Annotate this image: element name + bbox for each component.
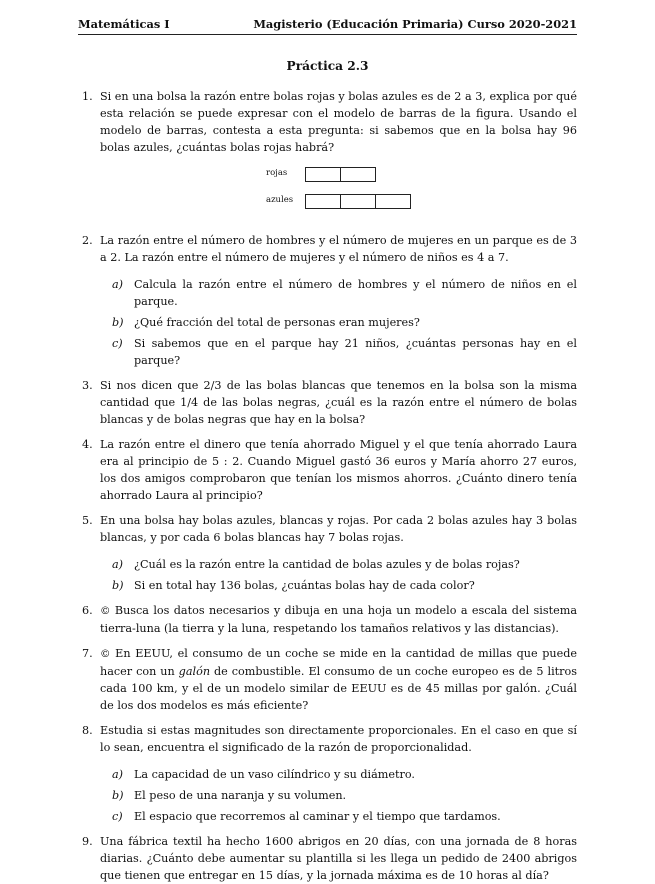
subitem-a [100, 556, 577, 573]
header-program: Magisterio (Educación Primaria) Curso 2020-2021 [253, 17, 577, 31]
problem-number: 3. [82, 379, 93, 392]
problem-9 [78, 833, 577, 884]
copyright-mark-icon: © [100, 648, 111, 660]
subitem-label: c) [112, 810, 123, 823]
problem-text: Busca los datos necesarios y dibuja en una hoja un modelo a escala del sistema tierra-luna (la tierra y la luna, respetando los tamaños relativos y las distancias). [100, 604, 577, 635]
subitem-b [100, 577, 577, 594]
problem-number: 5. [82, 514, 93, 527]
subitem-b [100, 787, 577, 804]
problem-number: 4. [82, 438, 93, 451]
bar-model-figure [78, 164, 577, 220]
copyright-mark-icon: © [100, 605, 111, 617]
problem-number: 6. [82, 604, 93, 617]
problem-7 [78, 645, 577, 714]
subitem-c [100, 335, 577, 369]
subitem-label: b) [112, 789, 124, 802]
subitem-b [100, 314, 577, 331]
problem-5 [78, 512, 577, 594]
subitem-a [100, 276, 577, 310]
subitem-label: c) [112, 337, 123, 350]
problem-number: 8. [82, 724, 93, 737]
problem-text-cont: de combustible. El consumo de un coche europeo es de 5 litros cada 100 km, y el de un modelo similar de EEUU es de 45 millas por galón. ¿Cuál de los dos modelos es más eficiente? [100, 665, 577, 712]
problem-text: La razón entre el número de hombres y el número de mujeres en un parque es de 3 a 2. La razón entre el número de mujeres y el número de niños es 4 a 7. [100, 234, 577, 264]
subitem-text: ¿Cuál es la razón entre la cantidad de bolas azules y de bolas rojas? [134, 558, 520, 571]
problem-text: La razón entre el dinero que tenía ahorrado Miguel y el que tenía ahorrado Laura era al principio de 5 : 2. Cuando Miguel gastó 36 euros y María ahorro 27 euros, los dos amigos comprobaron que tenían los mismos ahorros. ¿Cuánto dinero tenía ahorrado Laura al principio? [100, 438, 577, 502]
problem-2 [78, 232, 577, 369]
subitem-label: a) [112, 558, 124, 571]
subitem-text: Si en total hay 136 bolas, ¿cuántas bolas hay de cada color? [134, 579, 475, 592]
bar-segment [340, 194, 376, 209]
subitem-a [100, 766, 577, 783]
bar-blue [305, 194, 411, 209]
page-title: Práctica 2.3 [286, 59, 369, 73]
problem-list [78, 88, 577, 884]
subitem-text: La capacidad de un vaso cilíndrico y su diámetro. [134, 768, 415, 781]
problem-number: 1. [82, 90, 93, 103]
problem-text: En una bolsa hay bolas azules, blancas y rojas. Por cada 2 bolas azules hay 3 bolas blancas, y por cada 6 bolas blancas hay 7 bolas rojas. [100, 514, 577, 544]
subitem-text: Si sabemos que en el parque hay 21 niños, ¿cuántas personas hay en el parque? [134, 337, 577, 367]
problem-6 [78, 602, 577, 637]
bar-label-blue: azules [266, 195, 294, 205]
emphasis-galon: galón [178, 665, 211, 678]
subitem-label: b) [112, 316, 124, 329]
page-header [78, 16, 577, 35]
problem-text: Si en una bolsa la razón entre bolas rojas y bolas azules es de 2 a 3, explica por qué esta relación se puede expresar con el modelo de barras de la figura. Usando el modelo de barras, contesta a esta pregunta: si sabemos que en la bolsa hay 96 bolas azules, ¿cuántas bolas rojas habrá? [100, 90, 577, 154]
header-course: Matemáticas I [78, 17, 170, 31]
problem-text: Si nos dicen que 2/3 de las bolas blancas que tenemos en la bolsa son la misma cantidad que 1/4 de las bolas negras, ¿cuál es la razón entre el número de bolas blancas y de bolas negras que hay en la bolsa? [100, 379, 577, 426]
subitem-text: El peso de una naranja y su volumen. [134, 789, 347, 802]
subitem-c [100, 808, 577, 825]
bar-label-red: rojas [266, 168, 288, 178]
subitem-label: a) [112, 768, 124, 781]
problem-text: Estudia si estas magnitudes son directamente proporcionales. En el caso en que sí lo sean, encuentra el significado de la razón de proporcionalidad. [100, 724, 577, 754]
subitem-text: Calcula la razón entre el número de hombres y el número de niños en el parque. [134, 278, 577, 308]
bar-segment [305, 194, 341, 209]
problem-number: 2. [82, 234, 93, 247]
problem-4 [78, 436, 577, 504]
subitem-label: b) [112, 579, 124, 592]
problem-1 [78, 88, 577, 156]
problem-number: 9. [82, 835, 93, 848]
subitem-label: a) [112, 278, 124, 291]
subitem-text: ¿Qué fracción del total de personas eran mujeres? [134, 316, 420, 329]
problem-text: En EEUU, el consumo de un coche se mide en la cantidad de millas que puede hacer con un [100, 647, 577, 678]
problem-text: Una fábrica textil ha hecho 1600 abrigos en 20 días, con una jornada de 8 horas diarias. ¿Cuánto debe aumentar su plantilla si les llega un pedido de 2400 abrigos que tienen que entregar en 15 días, y la jornada máxima es de 10 horas al día? [100, 835, 577, 882]
bar-segment [305, 167, 341, 182]
subitem-text: El espacio que recorremos al caminar y el tiempo que tardamos. [134, 810, 501, 823]
problem-number: 7. [82, 647, 93, 660]
problem-8 [78, 722, 577, 825]
bar-segment [375, 194, 411, 209]
problem-3 [78, 377, 577, 428]
bar-segment [340, 167, 376, 182]
bar-red [305, 167, 376, 182]
